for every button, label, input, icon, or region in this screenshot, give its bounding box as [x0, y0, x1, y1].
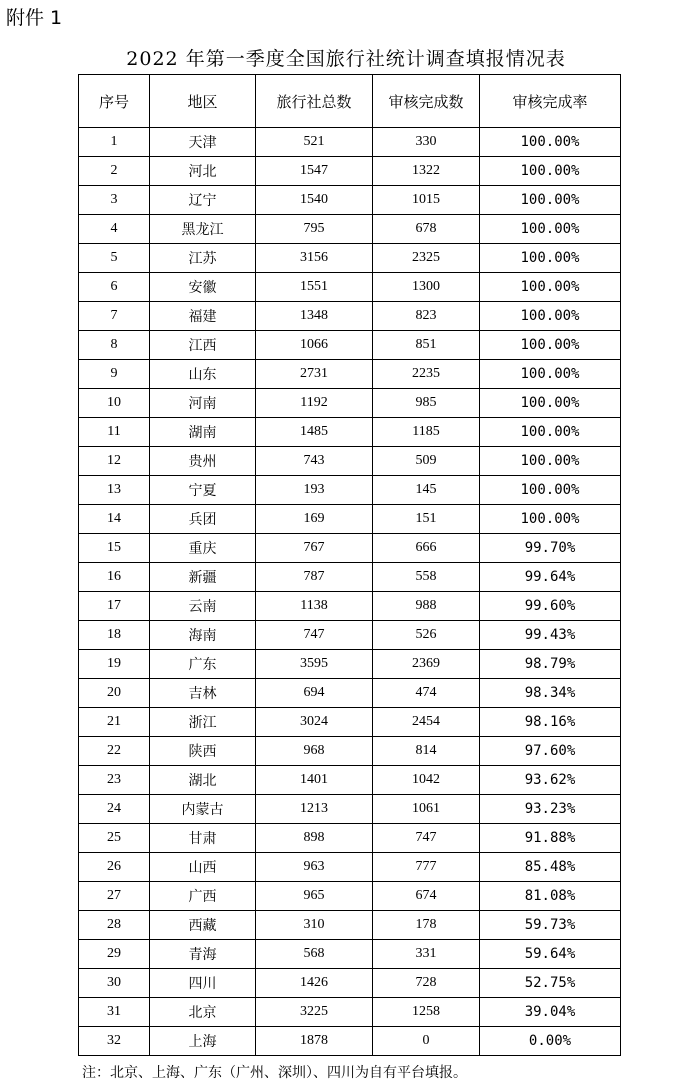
- cell-total-agencies: 1547: [256, 157, 373, 186]
- cell-region: 海南: [150, 621, 256, 650]
- cell-review-rate: 100.00%: [480, 186, 621, 215]
- cell-reviewed-count: 2325: [373, 244, 480, 273]
- cell-region: 上海: [150, 1027, 256, 1056]
- cell-total-agencies: 963: [256, 853, 373, 882]
- cell-review-rate: 59.64%: [480, 940, 621, 969]
- cell-index: 22: [79, 737, 150, 766]
- cell-index: 7: [79, 302, 150, 331]
- cell-region: 山西: [150, 853, 256, 882]
- cell-region: 内蒙古: [150, 795, 256, 824]
- cell-index: 26: [79, 853, 150, 882]
- cell-total-agencies: 1213: [256, 795, 373, 824]
- cell-review-rate: 100.00%: [480, 418, 621, 447]
- cell-region: 湖南: [150, 418, 256, 447]
- cell-index: 11: [79, 418, 150, 447]
- cell-region: 兵团: [150, 505, 256, 534]
- table-row: [79, 621, 621, 650]
- cell-reviewed-count: 823: [373, 302, 480, 331]
- cell-reviewed-count: 1042: [373, 766, 480, 795]
- cell-region: 湖北: [150, 766, 256, 795]
- cell-review-rate: 39.04%: [480, 998, 621, 1027]
- cell-reviewed-count: 331: [373, 940, 480, 969]
- cell-total-agencies: 747: [256, 621, 373, 650]
- cell-reviewed-count: 851: [373, 331, 480, 360]
- cell-region: 重庆: [150, 534, 256, 563]
- cell-region: 四川: [150, 969, 256, 998]
- footnote: 注：北京、上海、广东（广州、深圳）、四川为自有平台填报。: [82, 1065, 467, 1081]
- cell-review-rate: 0.00%: [480, 1027, 621, 1056]
- cell-total-agencies: 1551: [256, 273, 373, 302]
- cell-review-rate: 100.00%: [480, 157, 621, 186]
- cell-total-agencies: 1401: [256, 766, 373, 795]
- cell-total-agencies: 694: [256, 679, 373, 708]
- cell-reviewed-count: 509: [373, 447, 480, 476]
- cell-total-agencies: 3225: [256, 998, 373, 1027]
- cell-total-agencies: 1540: [256, 186, 373, 215]
- table-row: [79, 563, 621, 592]
- cell-total-agencies: 787: [256, 563, 373, 592]
- cell-review-rate: 81.08%: [480, 882, 621, 911]
- cell-index: 17: [79, 592, 150, 621]
- table-row: [79, 795, 621, 824]
- table-row: [79, 766, 621, 795]
- cell-reviewed-count: 151: [373, 505, 480, 534]
- table-row: [79, 853, 621, 882]
- cell-reviewed-count: 0: [373, 1027, 480, 1056]
- document-title: 2022 年第一季度全国旅行社统计调查填报情况表: [126, 48, 566, 70]
- cell-review-rate: 59.73%: [480, 911, 621, 940]
- table-row: [79, 331, 621, 360]
- cell-total-agencies: 2731: [256, 360, 373, 389]
- cell-region: 河南: [150, 389, 256, 418]
- table-row: [79, 534, 621, 563]
- cell-region: 北京: [150, 998, 256, 1027]
- table-row: [79, 969, 621, 998]
- cell-index: 24: [79, 795, 150, 824]
- cell-review-rate: 93.23%: [480, 795, 621, 824]
- cell-region: 河北: [150, 157, 256, 186]
- header-reviewed-count: 审核完成数: [373, 75, 480, 128]
- cell-region: 天津: [150, 128, 256, 157]
- cell-total-agencies: 968: [256, 737, 373, 766]
- cell-reviewed-count: 1015: [373, 186, 480, 215]
- table-header: [79, 75, 621, 128]
- cell-index: 1: [79, 128, 150, 157]
- cell-review-rate: 93.62%: [480, 766, 621, 795]
- cell-total-agencies: 3595: [256, 650, 373, 679]
- cell-total-agencies: 3156: [256, 244, 373, 273]
- cell-review-rate: 100.00%: [480, 331, 621, 360]
- table-row: [79, 940, 621, 969]
- cell-review-rate: 100.00%: [480, 360, 621, 389]
- statistics-table: [78, 74, 621, 1056]
- cell-index: 20: [79, 679, 150, 708]
- header-review-rate: 审核完成率: [480, 75, 621, 128]
- cell-review-rate: 99.64%: [480, 563, 621, 592]
- cell-review-rate: 99.43%: [480, 621, 621, 650]
- cell-region: 江西: [150, 331, 256, 360]
- cell-reviewed-count: 526: [373, 621, 480, 650]
- cell-total-agencies: 965: [256, 882, 373, 911]
- cell-review-rate: 100.00%: [480, 476, 621, 505]
- cell-reviewed-count: 178: [373, 911, 480, 940]
- table-row: [79, 389, 621, 418]
- cell-region: 广西: [150, 882, 256, 911]
- cell-reviewed-count: 666: [373, 534, 480, 563]
- cell-review-rate: 100.00%: [480, 215, 621, 244]
- table-row: [79, 302, 621, 331]
- cell-total-agencies: 1426: [256, 969, 373, 998]
- cell-total-agencies: 521: [256, 128, 373, 157]
- cell-review-rate: 52.75%: [480, 969, 621, 998]
- cell-region: 江苏: [150, 244, 256, 273]
- cell-reviewed-count: 814: [373, 737, 480, 766]
- cell-region: 山东: [150, 360, 256, 389]
- table-row: [79, 273, 621, 302]
- cell-review-rate: 100.00%: [480, 244, 621, 273]
- cell-reviewed-count: 2235: [373, 360, 480, 389]
- cell-index: 16: [79, 563, 150, 592]
- table-row: [79, 215, 621, 244]
- cell-index: 28: [79, 911, 150, 940]
- cell-review-rate: 99.70%: [480, 534, 621, 563]
- cell-index: 4: [79, 215, 150, 244]
- cell-index: 10: [79, 389, 150, 418]
- cell-region: 福建: [150, 302, 256, 331]
- cell-reviewed-count: 985: [373, 389, 480, 418]
- cell-review-rate: 100.00%: [480, 505, 621, 534]
- cell-index: 29: [79, 940, 150, 969]
- cell-index: 13: [79, 476, 150, 505]
- table-body: [79, 128, 621, 1056]
- cell-region: 辽宁: [150, 186, 256, 215]
- cell-region: 宁夏: [150, 476, 256, 505]
- header-region: 地区: [150, 75, 256, 128]
- cell-index: 19: [79, 650, 150, 679]
- table-row: [79, 447, 621, 476]
- table-row: [79, 708, 621, 737]
- cell-total-agencies: 3024: [256, 708, 373, 737]
- cell-review-rate: 100.00%: [480, 273, 621, 302]
- cell-region: 安徽: [150, 273, 256, 302]
- cell-reviewed-count: 777: [373, 853, 480, 882]
- header-total-agencies: 旅行社总数: [256, 75, 373, 128]
- table-row: [79, 505, 621, 534]
- cell-review-rate: 100.00%: [480, 302, 621, 331]
- table-row: [79, 998, 621, 1027]
- cell-total-agencies: 169: [256, 505, 373, 534]
- cell-total-agencies: 1485: [256, 418, 373, 447]
- cell-index: 27: [79, 882, 150, 911]
- cell-index: 2: [79, 157, 150, 186]
- table-row: [79, 882, 621, 911]
- cell-index: 12: [79, 447, 150, 476]
- cell-index: 9: [79, 360, 150, 389]
- table-row: [79, 911, 621, 940]
- header-index: 序号: [79, 75, 150, 128]
- cell-review-rate: 100.00%: [480, 389, 621, 418]
- cell-total-agencies: 743: [256, 447, 373, 476]
- table-row: [79, 418, 621, 447]
- table-row: [79, 360, 621, 389]
- cell-total-agencies: 1348: [256, 302, 373, 331]
- cell-region: 贵州: [150, 447, 256, 476]
- cell-review-rate: 98.79%: [480, 650, 621, 679]
- cell-index: 3: [79, 186, 150, 215]
- cell-review-rate: 99.60%: [480, 592, 621, 621]
- cell-reviewed-count: 474: [373, 679, 480, 708]
- cell-review-rate: 98.16%: [480, 708, 621, 737]
- cell-index: 32: [79, 1027, 150, 1056]
- cell-reviewed-count: 558: [373, 563, 480, 592]
- cell-reviewed-count: 674: [373, 882, 480, 911]
- cell-reviewed-count: 1258: [373, 998, 480, 1027]
- table-row: [79, 650, 621, 679]
- table-row: [79, 157, 621, 186]
- cell-reviewed-count: 1061: [373, 795, 480, 824]
- cell-region: 西藏: [150, 911, 256, 940]
- cell-region: 黑龙江: [150, 215, 256, 244]
- table-row: [79, 737, 621, 766]
- cell-total-agencies: 193: [256, 476, 373, 505]
- cell-index: 23: [79, 766, 150, 795]
- cell-index: 31: [79, 998, 150, 1027]
- cell-reviewed-count: 1322: [373, 157, 480, 186]
- cell-region: 新疆: [150, 563, 256, 592]
- cell-total-agencies: 310: [256, 911, 373, 940]
- cell-index: 14: [79, 505, 150, 534]
- table-row: [79, 679, 621, 708]
- table-row: [79, 128, 621, 157]
- cell-region: 浙江: [150, 708, 256, 737]
- table-row: [79, 592, 621, 621]
- cell-total-agencies: 1878: [256, 1027, 373, 1056]
- cell-index: 21: [79, 708, 150, 737]
- cell-region: 青海: [150, 940, 256, 969]
- cell-index: 30: [79, 969, 150, 998]
- cell-total-agencies: 568: [256, 940, 373, 969]
- cell-reviewed-count: 2454: [373, 708, 480, 737]
- cell-reviewed-count: 1185: [373, 418, 480, 447]
- cell-index: 8: [79, 331, 150, 360]
- cell-region: 甘肃: [150, 824, 256, 853]
- cell-index: 25: [79, 824, 150, 853]
- cell-region: 云南: [150, 592, 256, 621]
- cell-total-agencies: 898: [256, 824, 373, 853]
- cell-review-rate: 97.60%: [480, 737, 621, 766]
- cell-reviewed-count: 2369: [373, 650, 480, 679]
- cell-region: 吉林: [150, 679, 256, 708]
- cell-region: 陕西: [150, 737, 256, 766]
- cell-review-rate: 98.34%: [480, 679, 621, 708]
- cell-review-rate: 85.48%: [480, 853, 621, 882]
- cell-total-agencies: 1192: [256, 389, 373, 418]
- table-row: [79, 186, 621, 215]
- cell-reviewed-count: 145: [373, 476, 480, 505]
- table-row: [79, 244, 621, 273]
- cell-review-rate: 100.00%: [480, 447, 621, 476]
- cell-reviewed-count: 728: [373, 969, 480, 998]
- table-row: [79, 476, 621, 505]
- cell-index: 5: [79, 244, 150, 273]
- cell-index: 15: [79, 534, 150, 563]
- cell-total-agencies: 767: [256, 534, 373, 563]
- cell-total-agencies: 1138: [256, 592, 373, 621]
- cell-total-agencies: 795: [256, 215, 373, 244]
- cell-review-rate: 100.00%: [480, 128, 621, 157]
- cell-review-rate: 91.88%: [480, 824, 621, 853]
- cell-total-agencies: 1066: [256, 331, 373, 360]
- cell-reviewed-count: 1300: [373, 273, 480, 302]
- header-row: [79, 75, 621, 128]
- cell-reviewed-count: 988: [373, 592, 480, 621]
- cell-index: 18: [79, 621, 150, 650]
- cell-reviewed-count: 747: [373, 824, 480, 853]
- cell-reviewed-count: 678: [373, 215, 480, 244]
- cell-index: 6: [79, 273, 150, 302]
- cell-region: 广东: [150, 650, 256, 679]
- cell-reviewed-count: 330: [373, 128, 480, 157]
- attachment-label: 附件 1: [6, 7, 63, 29]
- table-row: [79, 1027, 621, 1056]
- table-row: [79, 824, 621, 853]
